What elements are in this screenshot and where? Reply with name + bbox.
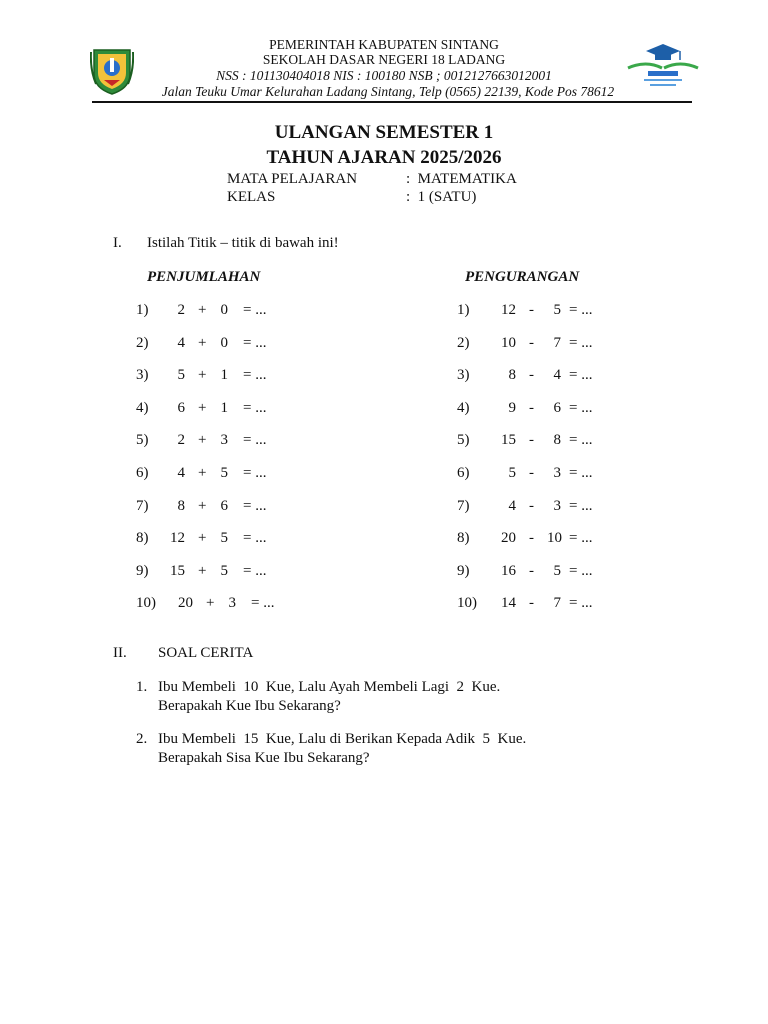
addition-first-operand: 8 [177, 497, 185, 514]
subtraction-number: 8) [457, 530, 470, 547]
subject-label: MATA PELAJARAN [227, 171, 358, 187]
addition-first-operand: 2 [177, 302, 185, 318]
subtraction-second-operand: 10 [547, 530, 562, 547]
addition-second-operand: 3 [220, 432, 228, 449]
addition-answer-blank: = ... [243, 465, 267, 481]
subtraction-first-operand: 4 [508, 497, 516, 514]
addition-second-operand: 0 [220, 334, 228, 351]
addition-second-operand: 3 [228, 595, 236, 612]
exam-title: ULANGAN SEMESTER 1 [274, 122, 494, 143]
subtraction-first-operand: 20 [501, 530, 516, 547]
addition-answer-blank: = ... [251, 595, 275, 612]
subtraction-operator: - [529, 334, 534, 351]
subtraction-number: 4) [457, 399, 470, 416]
addition-answer-blank: = ... [243, 302, 267, 318]
subtraction-operator: - [529, 302, 534, 318]
addition-operator: + [198, 465, 207, 481]
addition-answer-blank: = ... [243, 367, 267, 384]
addition-operator: + [198, 432, 207, 449]
subtraction-number: 2) [457, 334, 470, 351]
header-divider [92, 101, 692, 103]
subtraction-answer-blank: = ... [569, 399, 593, 416]
subtraction-second-operand: 5 [553, 562, 561, 579]
addition-first-operand: 6 [177, 399, 185, 416]
story-question-1-line-1: Ibu Membeli 10 Kue, Lalu Ayah Membeli Lagi 2 Kue. [158, 679, 501, 695]
addition-number: 3) [136, 367, 149, 384]
subtraction-number: 7) [457, 497, 470, 514]
header-government: PEMERINTAH KABUPATEN SINTANG [269, 37, 499, 52]
section-1-number: I. [113, 235, 122, 251]
addition-operator: + [198, 562, 207, 579]
addition-number: 7) [136, 497, 149, 514]
subtraction-first-operand: 9 [508, 399, 516, 416]
subtraction-second-operand: 7 [553, 334, 561, 351]
subtraction-answer-blank: = ... [569, 497, 593, 514]
subtraction-first-operand: 10 [501, 334, 516, 351]
header-registration-numbers: NSS : 101130404018 NIS : 100180 NSB ; 0012127663012001 [216, 68, 552, 83]
addition-second-operand: 5 [220, 562, 228, 579]
subject-value: : MATEMATIKA [406, 171, 517, 187]
addition-number: 6) [136, 465, 149, 481]
addition-number: 10) [136, 595, 156, 612]
story-question-1-line-2: Berapakah Kue Ibu Sekarang? [158, 698, 341, 714]
story-question-2-line-1: Ibu Membeli 15 Kue, Lalu di Berikan Kepada Adik 5 Kue. [158, 731, 527, 747]
subtraction-first-operand: 5 [508, 465, 516, 481]
addition-number: 4) [136, 399, 149, 416]
subtraction-first-operand: 14 [501, 595, 516, 612]
addition-first-operand: 2 [177, 432, 185, 449]
subtraction-second-operand: 7 [553, 595, 561, 612]
subtraction-answer-blank: = ... [569, 530, 593, 547]
addition-operator: + [198, 334, 207, 351]
addition-operator: + [198, 497, 207, 514]
addition-operator: + [206, 595, 215, 612]
subtraction-first-operand: 15 [501, 432, 516, 449]
subtraction-second-operand: 6 [553, 399, 561, 416]
story-question-1-number: 1. [136, 679, 148, 695]
subtraction-second-operand: 5 [553, 302, 561, 318]
addition-first-operand: 20 [178, 595, 193, 612]
subtraction-second-operand: 8 [553, 432, 561, 449]
addition-answer-blank: = ... [243, 562, 267, 579]
addition-operator: + [198, 367, 207, 384]
addition-heading: PENJUMLAHAN [147, 269, 261, 285]
addition-first-operand: 5 [177, 367, 185, 384]
subtraction-operator: - [529, 595, 534, 612]
addition-number: 1) [136, 302, 149, 318]
addition-operator: + [198, 530, 207, 547]
header-school-name: SEKOLAH DASAR NEGERI 18 LADANG [262, 52, 506, 67]
subtraction-operator: - [529, 465, 534, 481]
addition-second-operand: 5 [220, 465, 228, 481]
addition-second-operand: 1 [220, 399, 228, 416]
addition-answer-blank: = ... [243, 432, 267, 449]
addition-answer-blank: = ... [243, 497, 267, 514]
addition-first-operand: 4 [177, 465, 185, 481]
section-2-heading: SOAL CERITA [158, 645, 254, 661]
subtraction-operator: - [529, 530, 534, 547]
class-label: KELAS [227, 189, 276, 205]
addition-answer-blank: = ... [243, 334, 267, 351]
subtraction-answer-blank: = ... [569, 465, 593, 481]
subtraction-answer-blank: = ... [569, 302, 593, 318]
subtraction-first-operand: 8 [508, 367, 516, 384]
addition-number: 9) [136, 562, 149, 579]
addition-second-operand: 6 [220, 497, 228, 514]
addition-second-operand: 5 [220, 530, 228, 547]
addition-number: 5) [136, 432, 149, 449]
subtraction-operator: - [529, 562, 534, 579]
subtraction-second-operand: 4 [553, 367, 561, 384]
addition-number: 2) [136, 334, 149, 351]
addition-first-operand: 4 [177, 334, 185, 351]
academic-year-title: TAHUN AJARAN 2025/2026 [266, 147, 502, 168]
addition-first-operand: 15 [170, 562, 185, 579]
section-1-instruction: Istilah Titik – titik di bawah ini! [147, 235, 339, 251]
subtraction-number: 3) [457, 367, 470, 384]
addition-operator: + [198, 302, 207, 318]
subtraction-number: 5) [457, 432, 470, 449]
subtraction-second-operand: 3 [553, 497, 561, 514]
subtraction-answer-blank: = ... [569, 562, 593, 579]
subtraction-first-operand: 16 [501, 562, 516, 579]
addition-second-operand: 0 [220, 302, 228, 318]
subtraction-answer-blank: = ... [569, 367, 593, 384]
header-address: Jalan Teuku Umar Kelurahan Ladang Sintang, Telp (0565) 22139, Kode Pos 78612 [161, 84, 615, 99]
addition-first-operand: 12 [170, 530, 185, 547]
subtraction-second-operand: 3 [553, 465, 561, 481]
addition-answer-blank: = ... [243, 530, 267, 547]
story-question-2-number: 2. [136, 731, 148, 747]
addition-operator: + [198, 399, 207, 416]
subtraction-operator: - [529, 399, 534, 416]
subtraction-number: 6) [457, 465, 470, 481]
subtraction-operator: - [529, 432, 534, 449]
subtraction-number: 1) [457, 302, 470, 318]
story-question-2-line-2: Berapakah Sisa Kue Ibu Sekarang? [158, 750, 370, 766]
subtraction-answer-blank: = ... [569, 595, 593, 612]
addition-answer-blank: = ... [243, 399, 267, 416]
subtraction-answer-blank: = ... [569, 334, 593, 351]
subtraction-operator: - [529, 367, 534, 384]
subtraction-operator: - [529, 497, 534, 514]
addition-number: 8) [136, 530, 149, 547]
subtraction-number: 10) [457, 595, 477, 612]
class-value: : 1 (SATU) [406, 189, 477, 205]
subtraction-number: 9) [457, 562, 470, 579]
addition-second-operand: 1 [220, 367, 228, 384]
subtraction-heading: PENGURANGAN [465, 269, 580, 285]
subtraction-answer-blank: = ... [569, 432, 593, 449]
subtraction-first-operand: 12 [501, 302, 516, 318]
section-2-number: II. [113, 645, 127, 661]
